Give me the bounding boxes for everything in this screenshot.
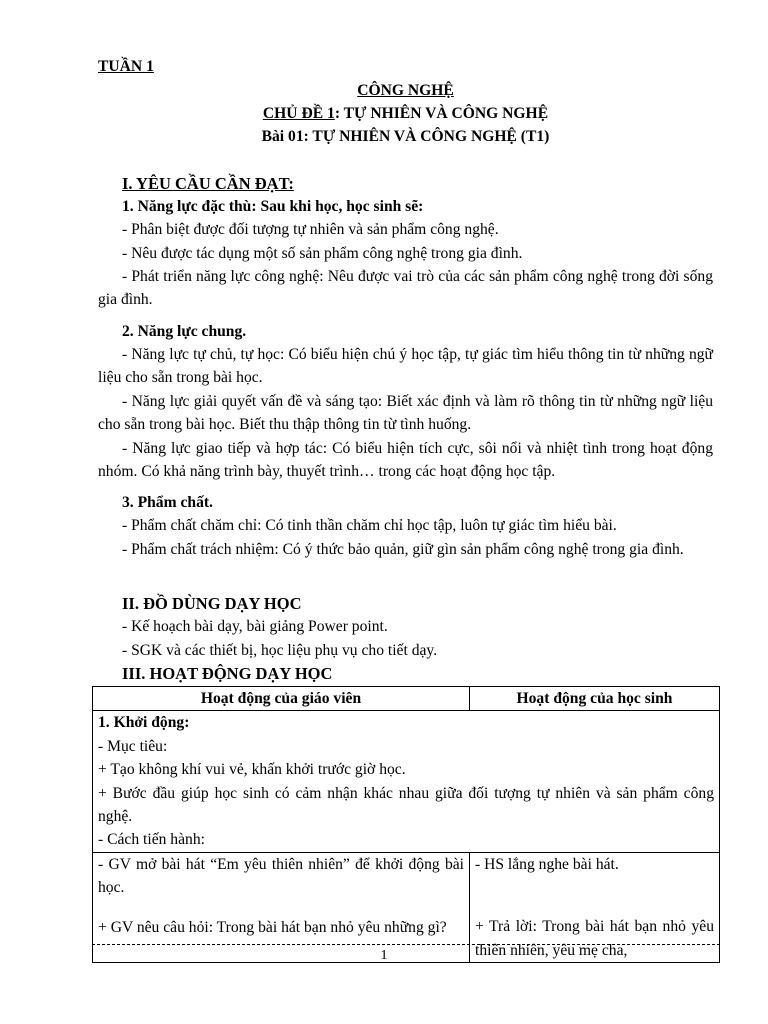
section-1-sub2-item: - Năng lực giao tiếp và hợp tác: Có biểu hiện tích cực, sôi nổi và nhiệt tình trong hoạt động nhóm. Có khả năng trình bày, thuyết trình… trong các hoạt động học tập. bbox=[98, 440, 713, 481]
section-1-sub1-title: 1. Năng lực đặc thù: Sau khi học, học sinh sẽ: bbox=[122, 198, 424, 215]
header-teacher: Hoạt động của giáo viên bbox=[93, 687, 470, 711]
section-2-item: - Kế hoạch bài dạy, bài giảng Power point. bbox=[122, 618, 388, 635]
week-label: TUẦN 1 bbox=[98, 58, 154, 75]
topic-rest: : TỰ NHIÊN VÀ CÔNG NGHỆ bbox=[334, 105, 549, 122]
intro-line: + Tạo không khí vui vẻ, khấn khởi trước giờ học. bbox=[98, 761, 406, 779]
student-activity: + Trả lời: Trong bài hát bạn nhỏ yêu thiên nhiên, yêu mẹ cha, bbox=[475, 918, 714, 959]
subject-title: CÔNG NGHỆ bbox=[357, 82, 454, 99]
section-2-title: II. ĐỒ DÙNG DẠY HỌC bbox=[122, 594, 302, 613]
intro-cell bbox=[93, 711, 720, 852]
section-1-sub3-item: - Phẩm chất chăm chỉ: Có tinh thần chăm chỉ học tập, luôn tự giác tìm hiểu bài. bbox=[122, 517, 617, 534]
section-1-sub1-item: - Phát triển năng lực công nghệ: Nêu được vai trò của các sản phẩm công nghệ trong đời sống gia đình. bbox=[98, 268, 713, 309]
table-row-intro bbox=[93, 711, 720, 852]
topic-title bbox=[98, 102, 713, 125]
section-1-sub1-item: - Phân biệt được đối tượng tự nhiên và sản phẩm công nghệ. bbox=[122, 221, 499, 238]
lesson-title: Bài 01: TỰ NHIÊN VÀ CÔNG NGHỆ (T1) bbox=[261, 128, 550, 145]
intro-line: - Cách tiến hành: bbox=[98, 831, 205, 849]
section-1-sub2-item: - Năng lực tự chủ, tự học: Có biểu hiện chú ý học tập, tự giác tìm hiểu thông tin từ những ngữ liệu cho sẵn trong bài học. bbox=[98, 346, 713, 387]
section-1-sub3-title: 3. Phẩm chất. bbox=[122, 494, 213, 511]
section-1-sub2-title: 2. Năng lực chung. bbox=[122, 323, 247, 340]
page-number: 1 bbox=[380, 948, 388, 963]
table-header-row bbox=[93, 687, 720, 711]
topic-prefix: CHỦ ĐỀ 1 bbox=[262, 105, 335, 122]
section-1-title: I. YÊU CẦU CẦN ĐẠT: bbox=[122, 174, 294, 193]
section-1-sub2-item: - Năng lực giải quyết vấn đề và sáng tạo: Biết xác định và làm rõ thông tin từ những ngữ liệu cho sẵn trong bài học. Biết thu thập thông tin từ tình huống. bbox=[98, 393, 713, 434]
activities-table bbox=[92, 686, 720, 963]
section-1-sub1-item: - Nêu được tác dụng một số sản phẩm công nghệ trong gia đình. bbox=[122, 245, 523, 262]
teacher-activity: - GV mở bài hát “Em yêu thiên nhiên” để khởi động bài học. bbox=[98, 855, 464, 897]
section-2-item: - SGK và các thiết bị, học liệu phụ vụ cho tiết dạy. bbox=[122, 642, 438, 659]
intro-line: + Bước đầu giúp học sinh có cảm nhận khác nhau giữa đối tượng tự nhiên và sản phẩm công nghệ. bbox=[98, 784, 714, 826]
section-3-title: III. HOẠT ĐỘNG DẠY HỌC bbox=[122, 664, 333, 683]
intro-title: 1. Khởi động: bbox=[98, 714, 190, 732]
student-activity: - HS lắng nghe bài hát. bbox=[475, 855, 619, 873]
teacher-activity: + GV nêu câu hỏi: Trong bài hát bạn nhỏ yêu những gì? bbox=[98, 918, 447, 936]
section-1-sub3-item: - Phẩm chất trách nhiệm: Có ý thức bảo quản, giữ gìn sản phẩm công nghệ trong gia đình. bbox=[122, 541, 684, 558]
header-student: Hoạt động của học sinh bbox=[470, 687, 720, 711]
intro-line: - Mục tiêu: bbox=[98, 737, 168, 755]
